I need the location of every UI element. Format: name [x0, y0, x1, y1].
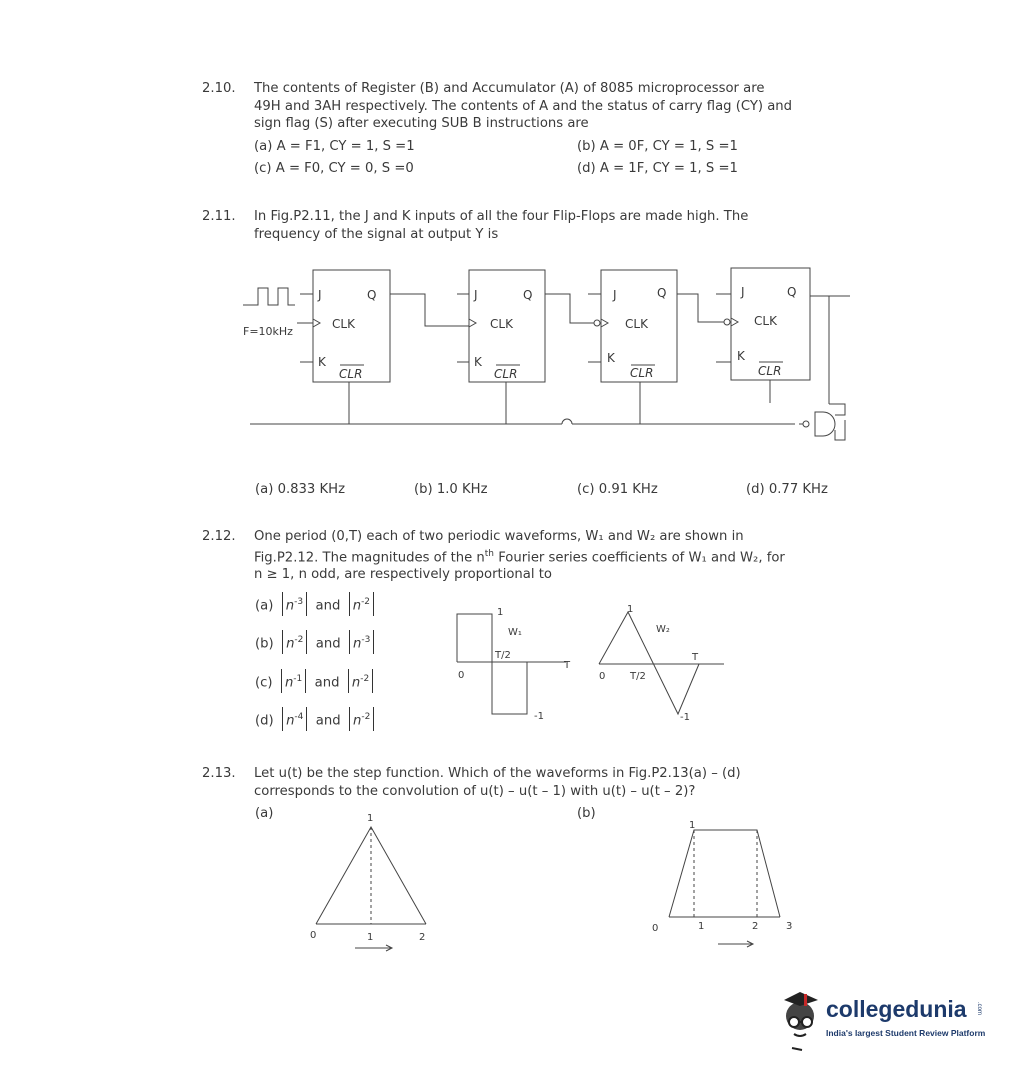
- option-d: (d) 0.77 KHz: [746, 482, 828, 497]
- ff3-k-label: K: [607, 351, 615, 365]
- fig-a-x1-label: 1: [367, 932, 374, 943]
- w2-t-label: T: [692, 652, 699, 663]
- w2-zero-label: 0: [599, 671, 606, 682]
- option-a: (a) 0.833 KHz: [255, 482, 345, 497]
- ff1-clk-label: CLK: [332, 317, 355, 331]
- ff2-q-label: Q: [523, 288, 533, 302]
- ff3-j-label: J: [613, 288, 617, 302]
- question-2-12-text: One period (0,T) each of two periodic waveforms, W₁ and W₂ are shown in Fig.P2.12. The magnitudes of the $n^{th}$ Fourier series coefficients of W₁ and W₂, for n ≥ 1, n odd, are respectively proportional to: [254, 529, 785, 583]
- ff2-clk-label: CLK: [490, 317, 513, 331]
- ff4-q-label: Q: [787, 285, 797, 299]
- ff4-j-label: J: [741, 285, 745, 299]
- fig-b-zero-label: 0: [652, 923, 659, 934]
- ff1-k-label: K: [318, 355, 326, 369]
- ff4-k-label: K: [737, 349, 745, 363]
- option-b: (b) 1.0 KHz: [414, 482, 488, 497]
- ff4-clr-label: CLR: [758, 364, 782, 378]
- ff1-j-label: J: [318, 288, 322, 302]
- fig-b-x2-label: 2: [752, 921, 759, 932]
- w1-neg-label: -1: [534, 711, 544, 722]
- question-2-11-text: In Fig.P2.11, the J and K inputs of all the four Flip-Flops are made high. The frequency of the signal at output Y is: [254, 209, 749, 242]
- fig-a-one-label: 1: [367, 813, 374, 824]
- clock-frequency-label: F=10kHz: [243, 325, 293, 338]
- option-c: (c) 0.91 KHz: [577, 482, 658, 497]
- w1-half-label: T/2: [495, 650, 511, 661]
- fig-a-zero-label: 0: [310, 930, 317, 941]
- option-a: (a) A = F1, CY = 1, S =1: [254, 139, 415, 154]
- logo-tagline: India's largest Student Review Platform: [826, 1028, 986, 1038]
- question-2-10-text: The contents of Register (B) and Accumulator (A) of 8085 microprocessor are 49H and 3AH respectively. The contents of A and the status of carry flag (CY) and sign flag (S) after executing SUB B instructions are: [254, 81, 793, 131]
- student-mascot-icon: [780, 986, 828, 1056]
- logo-wordmark: collegedunia: [826, 996, 967, 1022]
- option-b: (b) $n^{-2}$ and $n^{-3}$: [255, 630, 374, 654]
- ff2-j-label: J: [474, 288, 478, 302]
- w2-name-label: W₂: [656, 624, 670, 635]
- question-number: 2.10.: [202, 81, 236, 96]
- fig-b-x3-label: 3: [786, 921, 793, 932]
- fig-b-one-label: 1: [689, 820, 696, 831]
- collegedunia-logo: [780, 986, 990, 1056]
- w2-one-label: 1: [627, 604, 634, 615]
- ff3-clr-label: CLR: [630, 366, 654, 380]
- ff4-clk-label: CLK: [754, 314, 777, 328]
- ff1-clr-label: CLR: [339, 367, 363, 381]
- option-c: (c) A = F0, CY = 0, S =0: [254, 161, 414, 176]
- option-b: (b) A = 0F, CY = 1, S =1: [577, 139, 738, 154]
- w1-name-label: W₁: [508, 627, 522, 638]
- fig-a-x2-label: 2: [419, 932, 426, 943]
- option-d: (d) $n^{-4}$ and $n^{-2}$: [255, 707, 374, 731]
- question-2-13-text: Let u(t) be the step function. Which of the waveforms in Fig.P2.13(a) – (d) corresponds to the convolution of u(t) – u(t – 1) with u(t) – u(t – 2)?: [254, 766, 741, 799]
- option-a: (a) $n^{-3}$ and $n^{-2}$: [255, 592, 374, 616]
- figure-a-label: (a): [255, 806, 274, 821]
- ff2-k-label: K: [474, 355, 482, 369]
- w1-t-label: T: [564, 660, 571, 671]
- question-number: 2.13.: [202, 766, 236, 781]
- option-c: (c) $n^{-1}$ and $n^{-2}$: [255, 669, 373, 693]
- ff2-clr-label: CLR: [494, 367, 518, 381]
- ff3-q-label: Q: [657, 286, 667, 300]
- logo-suffix: .com: [976, 1002, 982, 1016]
- question-number: 2.11.: [202, 209, 236, 224]
- option-d: (d) A = 1F, CY = 1, S =1: [577, 161, 738, 176]
- ff1-q-label: Q: [367, 288, 377, 302]
- ff3-clk-label: CLK: [625, 317, 648, 331]
- w2-half-label: T/2: [630, 671, 646, 682]
- question-number: 2.12.: [202, 529, 236, 544]
- w1-zero-label: 0: [458, 670, 465, 681]
- w1-one-label: 1: [497, 607, 504, 618]
- fig-b-x1-label: 1: [698, 921, 705, 932]
- figure-b-label: (b): [577, 806, 596, 821]
- w2-neg-label: -1: [680, 712, 690, 723]
